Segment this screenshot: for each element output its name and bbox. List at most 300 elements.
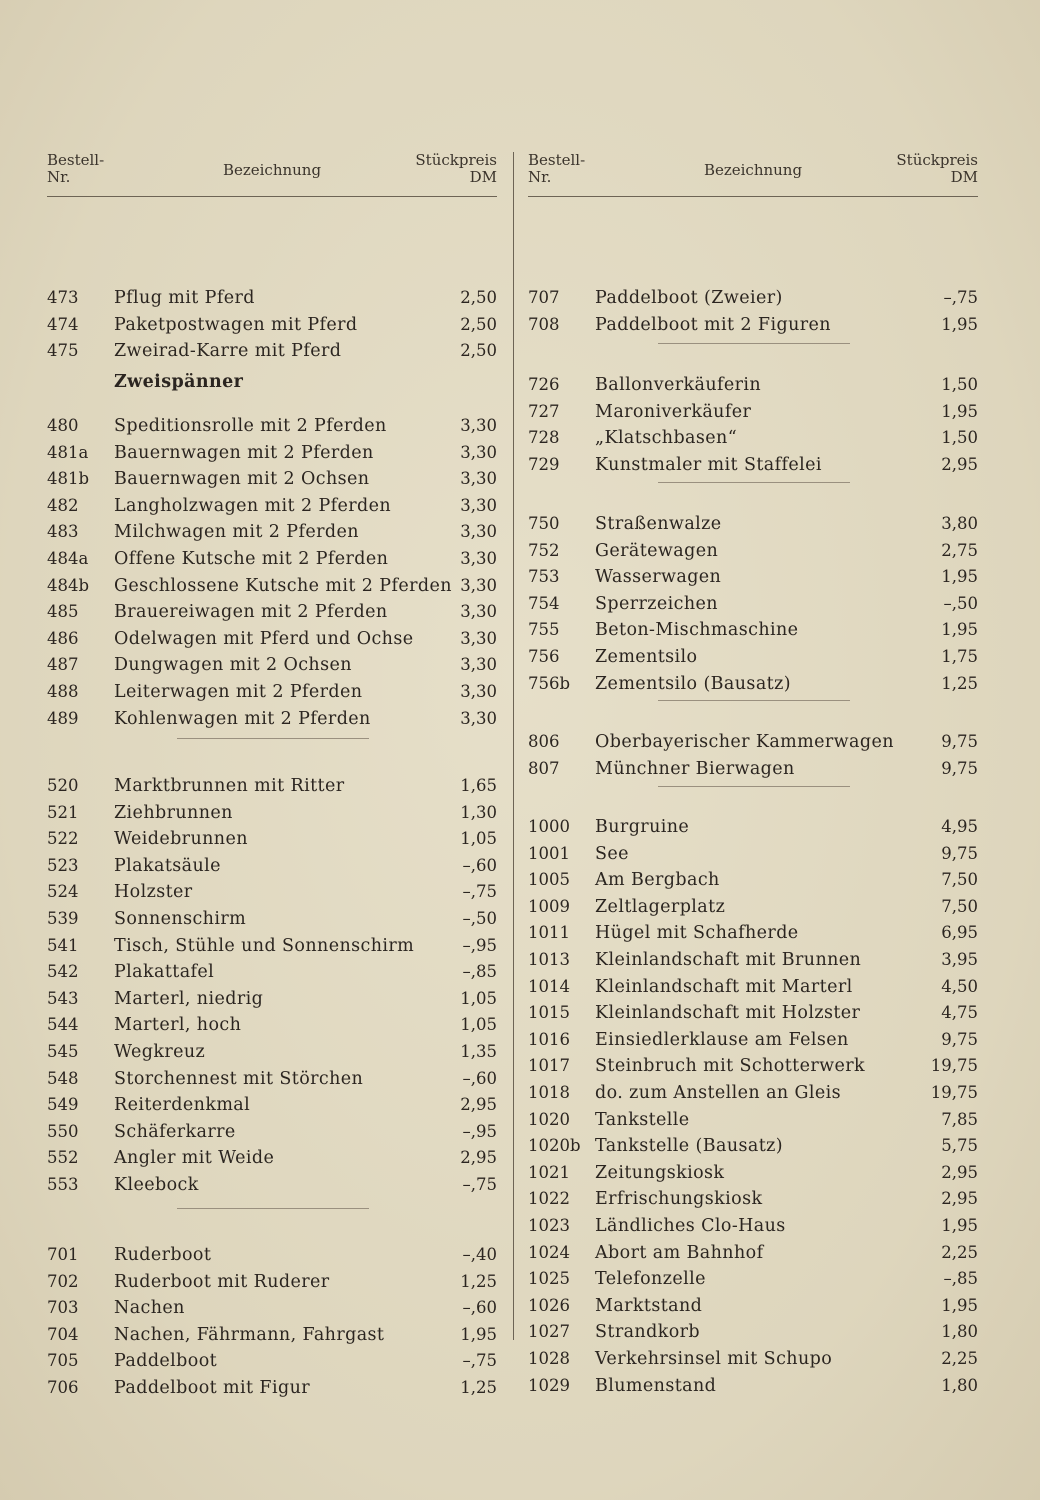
- item-number: 552: [47, 1148, 79, 1168]
- item-number: 702: [47, 1271, 79, 1291]
- list-item: [47, 1039, 497, 1065]
- item-name: Gerätewagen: [595, 540, 719, 561]
- list-item: [47, 493, 497, 519]
- item-price: 3,95: [941, 950, 978, 969]
- list-item: [528, 285, 978, 311]
- item-number: 755: [528, 620, 560, 640]
- item-name: Marktbrunnen mit Ritter: [114, 776, 345, 796]
- item-name: Kleebock: [114, 1175, 199, 1195]
- item-number: 521: [47, 802, 79, 822]
- item-number: 542: [47, 962, 79, 982]
- item-name: Pflug mit Pferd: [114, 288, 255, 308]
- item-number: 520: [47, 776, 79, 795]
- list-item: [528, 1319, 978, 1345]
- item-number: 708: [528, 314, 560, 334]
- item-price: 3,30: [460, 575, 497, 595]
- list-item: [528, 671, 978, 697]
- header-description: Bezeichnung: [703, 161, 803, 179]
- item-number: 726: [528, 375, 560, 394]
- right-column: [528, 150, 978, 1396]
- list-item: [528, 1080, 978, 1106]
- item-price: 7,50: [941, 896, 978, 916]
- item-price: 4,75: [941, 1003, 978, 1023]
- item-name: Geschlossene Kutsche mit 2 Pferden: [114, 575, 452, 596]
- item-name: Verkehrsinsel mit Schupo: [595, 1349, 833, 1369]
- item-name: Sonnenschirm: [114, 909, 247, 929]
- list-item: [528, 894, 978, 920]
- item-name: Paketpostwagen mit Pferd: [114, 314, 358, 335]
- item-number: 484b: [47, 575, 90, 595]
- item-name: Marktstand: [595, 1295, 703, 1316]
- item-name: Ballonverkäuferin: [595, 375, 762, 395]
- item-number: 1026: [528, 1295, 570, 1315]
- item-name: Dungwagen mit 2 Ochsen: [114, 655, 352, 676]
- item-number: 1022: [528, 1189, 570, 1209]
- section-separator: [528, 700, 978, 701]
- item-price: –,40: [462, 1245, 497, 1264]
- list-item: [528, 1053, 978, 1079]
- list-item: [528, 1160, 978, 1186]
- item-name: Tisch, Stühle und Sonnenschirm: [114, 935, 415, 956]
- item-number: 488: [47, 682, 79, 701]
- item-name: Ruderboot: [114, 1245, 212, 1265]
- item-price: 3,30: [460, 495, 497, 515]
- item-price: 3,30: [460, 442, 497, 462]
- item-number: 473: [47, 288, 79, 307]
- item-price: 3,30: [460, 628, 497, 648]
- item-price: 2,95: [941, 454, 978, 474]
- item-price: 2,95: [460, 1095, 497, 1115]
- item-name: Nachen, Fährmann, Fahrgast: [114, 1324, 385, 1345]
- list-item: [528, 1240, 978, 1266]
- item-price: 1,35: [460, 1042, 497, 1061]
- list-item: [528, 399, 978, 425]
- item-name: Paddelboot: [114, 1351, 218, 1372]
- item-price: 9,75: [941, 732, 978, 751]
- list-item: [528, 452, 978, 478]
- item-price: 3,30: [460, 469, 497, 489]
- item-price: 3,30: [460, 655, 497, 675]
- item-name: Wegkreuz: [114, 1042, 206, 1062]
- item-price: 1,95: [941, 567, 978, 587]
- item-name: Marterl, niedrig: [114, 988, 264, 1009]
- item-price: 1,80: [941, 1375, 978, 1395]
- item-number: 1021: [528, 1162, 570, 1182]
- list-item: [47, 959, 497, 985]
- item-price: 3,30: [460, 549, 497, 568]
- item-name: Beton-Mischmaschine: [595, 620, 799, 641]
- item-price: 1,25: [460, 1271, 497, 1291]
- list-item: [47, 1145, 497, 1171]
- item-price: 1,95: [941, 1216, 978, 1235]
- list-item: [47, 1092, 497, 1118]
- list-item: [528, 591, 978, 617]
- item-price: 1,50: [941, 375, 978, 394]
- item-name: Kleinlandschaft mit Brunnen: [595, 950, 862, 970]
- item-name: Kohlenwagen mit 2 Pferden: [114, 708, 371, 729]
- item-name: Paddelboot (Zweier): [595, 288, 783, 308]
- list-item: [47, 986, 497, 1012]
- item-price: 19,75: [930, 1083, 978, 1102]
- item-price: 3,80: [941, 514, 978, 533]
- list-item: [528, 1027, 978, 1053]
- item-price: 1,80: [941, 1322, 978, 1342]
- item-number: 1009: [528, 896, 570, 916]
- item-name: Steinbruch mit Schotterwerk: [595, 1056, 865, 1077]
- item-price: 1,95: [941, 1295, 978, 1315]
- list-item: [47, 546, 497, 572]
- right-column-header: [528, 150, 978, 197]
- item-name: Schäferkarre: [114, 1121, 236, 1142]
- header-order-number: Bestell- Nr.: [528, 151, 586, 186]
- item-price: 1,30: [460, 802, 497, 822]
- item-name: Speditionsrolle mit 2 Pferden: [114, 416, 387, 436]
- list-item: [47, 338, 497, 364]
- list-item: [528, 947, 978, 973]
- item-name: Marterl, hoch: [114, 1015, 242, 1036]
- list-item: [47, 519, 497, 545]
- list-item: [47, 800, 497, 826]
- list-item: [47, 853, 497, 879]
- section-separator: [528, 786, 978, 787]
- item-number: 1018: [528, 1083, 570, 1102]
- item-price: –,50: [462, 909, 497, 928]
- list-item: [47, 1119, 497, 1145]
- item-name: Holzster: [114, 882, 193, 903]
- item-price: 1,95: [460, 1324, 497, 1344]
- list-item: [528, 511, 978, 537]
- item-name: Wasserwagen: [595, 567, 722, 588]
- list-item: [528, 920, 978, 946]
- item-number: 1020b: [528, 1136, 581, 1156]
- item-number: 703: [47, 1298, 79, 1318]
- header-unit-price: Stückpreis DM: [896, 151, 978, 186]
- item-number: 1016: [528, 1029, 570, 1049]
- item-name: Langholzwagen mit 2 Pferden: [114, 495, 392, 516]
- item-number: 1020: [528, 1109, 570, 1129]
- list-item: [47, 826, 497, 852]
- list-item: [528, 814, 978, 840]
- item-number: 1028: [528, 1349, 570, 1368]
- list-item: [528, 1373, 978, 1399]
- list-item: [47, 679, 497, 705]
- item-name: Paddelboot mit Figur: [114, 1378, 311, 1398]
- item-name: Storchennest mit Störchen: [114, 1068, 364, 1089]
- item-name: Paddelboot mit 2 Figuren: [595, 314, 831, 335]
- item-price: 3,30: [460, 522, 497, 542]
- item-number: 750: [528, 514, 560, 533]
- item-price: 2,50: [460, 314, 497, 334]
- list-item: [528, 1266, 978, 1292]
- item-name: Kleinlandschaft mit Marterl: [595, 976, 853, 997]
- item-name: Angler mit Weide: [114, 1148, 275, 1169]
- item-number: 522: [47, 829, 79, 849]
- list-item: [47, 1269, 497, 1295]
- item-number: 1001: [528, 843, 570, 863]
- item-name: Leiterwagen mit 2 Pferden: [114, 682, 363, 702]
- list-item: [47, 906, 497, 932]
- list-item: [528, 372, 978, 398]
- item-price: 6,95: [941, 923, 978, 943]
- list-item: [47, 1348, 497, 1374]
- item-number: 706: [47, 1378, 79, 1397]
- item-price: 4,50: [941, 976, 978, 996]
- item-name: Ruderboot mit Ruderer: [114, 1271, 330, 1292]
- section-separator: [528, 482, 978, 483]
- item-number: 1025: [528, 1269, 570, 1289]
- item-name: do. zum Anstellen an Gleis: [595, 1083, 842, 1103]
- item-number: 550: [47, 1121, 79, 1141]
- item-name: Burgruine: [595, 817, 690, 837]
- item-number: 1013: [528, 950, 570, 969]
- list-item: [47, 879, 497, 905]
- item-number: 1000: [528, 817, 570, 836]
- item-name: Offene Kutsche mit 2 Pferden: [114, 549, 389, 569]
- item-name: Erfrischungskiosk: [595, 1189, 763, 1210]
- item-name: Bauernwagen mit 2 Pferden: [114, 442, 374, 463]
- item-name: Zementsilo (Bausatz): [595, 673, 791, 694]
- item-number: 1029: [528, 1375, 570, 1395]
- item-price: 7,85: [941, 1109, 978, 1129]
- item-number: 543: [47, 988, 79, 1008]
- item-name: Am Bergbach: [595, 870, 720, 891]
- item-number: 704: [47, 1324, 79, 1344]
- left-column-header: [47, 150, 497, 197]
- item-number: 549: [47, 1095, 79, 1115]
- item-price: 7,50: [941, 870, 978, 890]
- item-number: 485: [47, 602, 79, 622]
- item-price: –,85: [462, 962, 497, 982]
- item-number: 728: [528, 428, 560, 448]
- item-name: Münchner Bierwagen: [595, 758, 795, 779]
- list-item: [47, 413, 497, 439]
- item-number: 756b: [528, 673, 571, 693]
- item-name: Brauereiwagen mit 2 Pferden: [114, 602, 388, 623]
- item-name: Maroniverkäufer: [595, 401, 752, 422]
- item-name: Kunstmaler mit Staffelei: [595, 454, 822, 475]
- list-item: [528, 841, 978, 867]
- item-price: 9,75: [941, 843, 978, 863]
- header-unit-price: Stückpreis DM: [415, 151, 497, 186]
- item-name: Plakatsäule: [114, 855, 221, 876]
- item-number: 481a: [47, 442, 89, 462]
- list-item: [528, 1133, 978, 1159]
- item-price: 2,25: [941, 1242, 978, 1262]
- item-name: Hügel mit Schafherde: [595, 923, 799, 944]
- section-separator: [528, 343, 978, 344]
- item-price: 1,65: [460, 776, 497, 795]
- item-number: 752: [528, 540, 560, 560]
- item-name: See: [595, 843, 629, 864]
- item-number: 480: [47, 416, 79, 435]
- list-item: [47, 1012, 497, 1038]
- item-number: 489: [47, 708, 79, 728]
- list-item: [47, 1242, 497, 1268]
- item-number: 756: [528, 647, 560, 666]
- item-number: 524: [47, 882, 79, 902]
- item-name: „Klatschbasen“: [595, 428, 738, 449]
- item-name: Einsiedlerklause am Felsen: [595, 1029, 849, 1050]
- item-price: 1,75: [941, 647, 978, 666]
- item-price: –,75: [462, 1351, 497, 1371]
- item-number: 483: [47, 522, 79, 542]
- list-item: [47, 573, 497, 599]
- item-price: 1,05: [460, 1015, 497, 1035]
- item-price: 2,50: [460, 341, 497, 361]
- section-separator: [47, 1208, 497, 1209]
- list-item: [528, 756, 978, 782]
- item-price: –,60: [462, 855, 497, 875]
- item-price: –,75: [462, 1175, 497, 1194]
- item-price: –,95: [462, 935, 497, 955]
- list-item: [528, 564, 978, 590]
- item-number: 707: [528, 288, 560, 307]
- list-item: [528, 425, 978, 451]
- item-name: Oberbayerischer Kammerwagen: [595, 732, 894, 752]
- item-number: 474: [47, 314, 79, 334]
- item-price: 19,75: [930, 1056, 978, 1076]
- item-number: 545: [47, 1042, 79, 1061]
- list-item: [528, 312, 978, 338]
- list-item: [528, 538, 978, 564]
- item-name: Straßenwalze: [595, 514, 722, 534]
- item-number: 701: [47, 1245, 79, 1264]
- item-name: Milchwagen mit 2 Pferden: [114, 522, 359, 543]
- item-name: Telefonzelle: [595, 1269, 706, 1290]
- item-number: 475: [47, 341, 79, 361]
- item-price: 1,95: [941, 620, 978, 640]
- item-price: –,60: [462, 1298, 497, 1318]
- item-name: Sperrzeichen: [595, 593, 718, 614]
- item-number: 1023: [528, 1216, 570, 1235]
- item-name: Zeitungskiosk: [595, 1162, 725, 1183]
- column-divider: [513, 152, 514, 1340]
- list-item: [47, 1295, 497, 1321]
- list-item: [528, 644, 978, 670]
- item-price: 2,95: [941, 1162, 978, 1182]
- list-item: [528, 974, 978, 1000]
- item-price: 3,30: [460, 682, 497, 701]
- item-price: 2,50: [460, 288, 497, 307]
- list-item: [47, 1375, 497, 1401]
- item-number: 1011: [528, 923, 570, 943]
- header-description: Bezeichnung: [222, 161, 322, 179]
- item-number: 484a: [47, 549, 89, 568]
- item-price: –,85: [943, 1269, 978, 1289]
- item-number: 482: [47, 495, 79, 515]
- item-name: Tankstelle (Bausatz): [595, 1136, 783, 1157]
- list-item: [528, 1213, 978, 1239]
- item-number: 553: [47, 1175, 79, 1194]
- item-number: 1027: [528, 1322, 570, 1342]
- list-item: [47, 440, 497, 466]
- item-price: 9,75: [941, 758, 978, 778]
- item-number: 481b: [47, 469, 90, 489]
- item-name: Nachen: [114, 1298, 185, 1319]
- item-number: 1017: [528, 1056, 570, 1076]
- list-item: [528, 617, 978, 643]
- list-item: [47, 466, 497, 492]
- item-number: 487: [47, 655, 79, 675]
- left-column: [47, 150, 497, 1398]
- item-price: 1,05: [460, 829, 497, 849]
- header-order-number: Bestell- Nr.: [47, 151, 105, 186]
- list-item: [47, 652, 497, 678]
- list-item: [47, 1172, 497, 1198]
- item-number: 539: [47, 909, 79, 928]
- list-item: [47, 706, 497, 732]
- item-price: 3,30: [460, 602, 497, 622]
- list-item: [47, 933, 497, 959]
- section-heading: Zweispänner: [114, 372, 244, 392]
- item-price: 1,25: [460, 1378, 497, 1397]
- item-number: 486: [47, 628, 79, 648]
- item-name: Zweirad-Karre mit Pferd: [114, 341, 342, 362]
- item-price: –,60: [462, 1068, 497, 1088]
- section-separator: [47, 738, 497, 739]
- list-item: [47, 626, 497, 652]
- item-price: –,75: [462, 882, 497, 902]
- item-number: 705: [47, 1351, 79, 1371]
- item-name: Weidebrunnen: [114, 829, 248, 850]
- list-item: [47, 1322, 497, 1348]
- list-item: [47, 312, 497, 338]
- item-number: 753: [528, 567, 560, 587]
- item-name: Zeltlagerplatz: [595, 896, 726, 917]
- list-item: [528, 729, 978, 755]
- item-number: 523: [47, 855, 79, 875]
- item-number: 754: [528, 593, 560, 613]
- list-item: [47, 1066, 497, 1092]
- item-name: Zementsilo: [595, 647, 698, 667]
- list-item: [528, 1107, 978, 1133]
- list-item: [47, 773, 497, 799]
- item-name: Ländliches Clo-Haus: [595, 1216, 786, 1236]
- item-name: Tankstelle: [595, 1109, 690, 1130]
- item-price: 3,30: [460, 416, 497, 435]
- item-name: Strandkorb: [595, 1322, 701, 1343]
- item-number: 729: [528, 454, 560, 474]
- item-price: 1,05: [460, 988, 497, 1008]
- item-number: 548: [47, 1068, 79, 1088]
- list-item: [47, 285, 497, 311]
- item-name: Blumenstand: [595, 1375, 717, 1396]
- item-price: 1,95: [941, 401, 978, 421]
- item-name: Reiterdenkmal: [114, 1095, 251, 1116]
- item-price: 5,75: [941, 1136, 978, 1156]
- list-item: [528, 1000, 978, 1026]
- item-price: 1,50: [941, 428, 978, 448]
- item-price: 2,75: [941, 540, 978, 560]
- item-name: Abort am Bahnhof: [595, 1242, 764, 1263]
- item-price: 1,95: [941, 314, 978, 334]
- item-name: Ziehbrunnen: [114, 802, 233, 823]
- item-name: Bauernwagen mit 2 Ochsen: [114, 469, 370, 490]
- item-number: 1014: [528, 976, 570, 996]
- item-price: 2,95: [460, 1148, 497, 1168]
- item-number: 1005: [528, 870, 570, 890]
- item-price: 3,30: [460, 708, 497, 728]
- item-name: Plakattafel: [114, 962, 215, 983]
- item-price: –,50: [943, 593, 978, 613]
- item-price: 9,75: [941, 1029, 978, 1049]
- item-name: Odelwagen mit Pferd und Ochse: [114, 628, 414, 649]
- item-price: 1,25: [941, 673, 978, 693]
- list-item: [528, 1293, 978, 1319]
- item-name: Kleinlandschaft mit Holzster: [595, 1003, 861, 1024]
- list-item: [528, 1346, 978, 1372]
- list-item: [47, 599, 497, 625]
